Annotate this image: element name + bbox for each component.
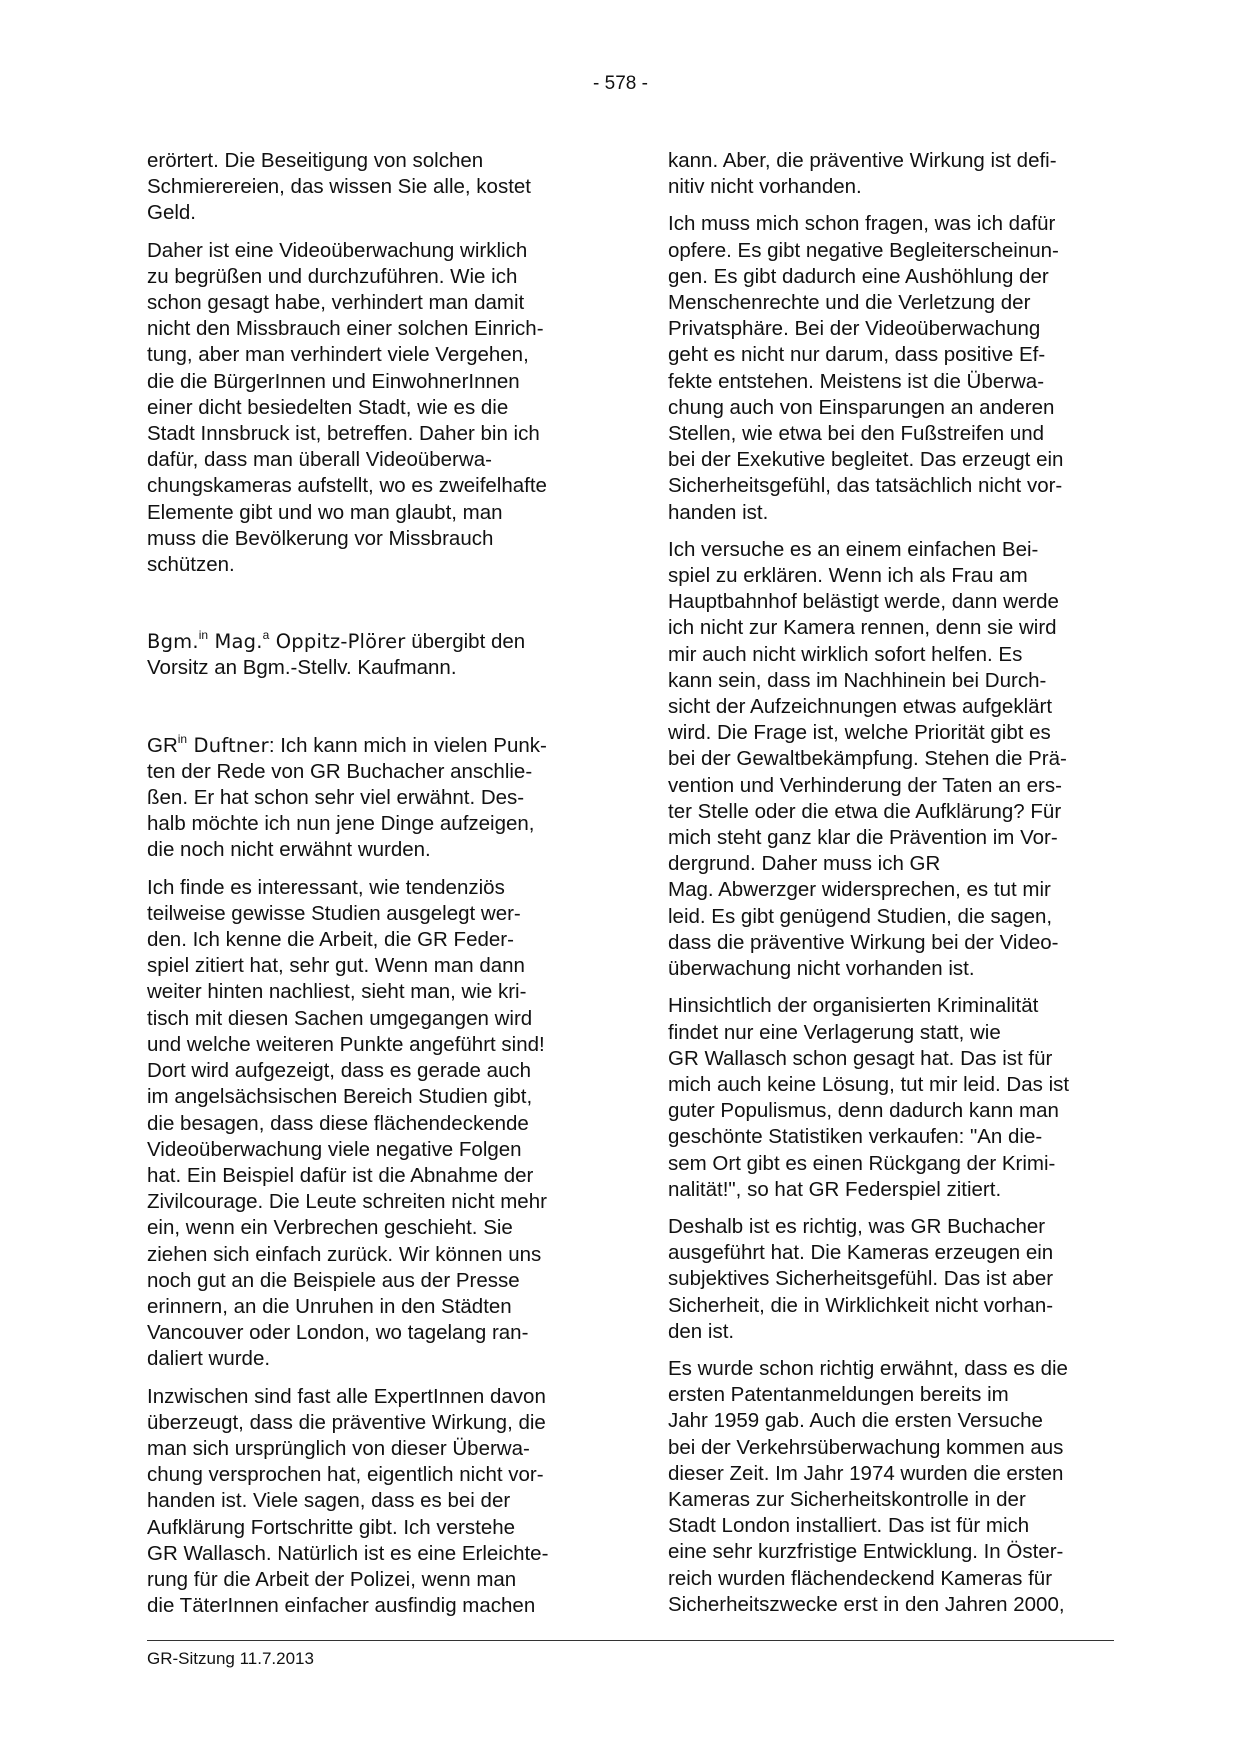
chair-title: Mag. xyxy=(208,630,263,654)
footer-divider xyxy=(147,1640,1114,1641)
speaker-title-sup: in xyxy=(177,731,188,746)
right-column xyxy=(668,148,1130,1629)
paragraph: Ich muss mich schon fragen, was ich dafür opfere. Es gibt negative Begleiterscheinun- gen. Es gibt dadurch eine Aushöhlung der Menschenrechte und die Verletzung der Privatsphäre. Bei der Videoüberwachung geht es nicht nur darum, dass positive Ef- fekte entstehen. Meistens ist die Überwa- chung auch von Einsparungen an anderen Stellen, wie etwa bei den Fußstreifen und bei der Exekutive begleitet. Das erzeugt ein Sicherheitsgefühl, das tatsächlich nicht vor- handen ist. xyxy=(668,212,1064,524)
chair-name: Oppitz-Plörer xyxy=(269,630,406,654)
speaker-intro xyxy=(147,726,607,759)
chair-note-text: Vorsitz an Bgm.-Stellv. Kaufmann. xyxy=(147,656,457,680)
paragraph: Deshalb ist es richtig, was GR Buchacher ausgeführt hat. Die Kameras erzeugen ein subjektives Sicherheitsgefühl. Das ist aber Sicherheit, die in Wirklichkeit nicht vorhan- den ist. xyxy=(668,1214,1054,1343)
paragraph: Hinsichtlich der organisierten Kriminalität findet nur eine Verlagerung statt, wie GR Wallasch schon gesagt hat. Das ist für mich auch keine Lösung, tut mir leid. Das ist guter Populismus, denn dadurch kann man geschönte Statistiken verkaufen: "An die- sem Ort gibt es einen Rückgang der Krimi- nalität!", so hat GR Federspiel zitiert. xyxy=(668,994,1070,1201)
paragraph: Ich versuche es an einem einfachen Bei- spiel zu erklären. Wenn ich als Frau am Hauptbahnhof belästigt werde, dann werde ich nicht zur Kamera rennen, denn sie wird mir auch nicht wirklich sofort helfen. Es kann sein, dass im Nachhinein bei Durch- sicht der Aufzeichnungen etwas aufgeklärt wird. Die Frage ist, welche Priorität gibt es bei der Gewaltbekämpfung. Stehen die Prä- vention und Verhinderung der Taten an ers- ter Stelle oder die etwa die Aufklärung? Für mich steht ganz klar die Prävention im Vor- dergrund. Daher muss ich GR Mag. Abwerzger widersprechen, es tut mir leid. Es gibt genügend Studien, die sagen, dass die präventive Wirkung bei der Video- überwachung nicht vorhanden ist. xyxy=(668,537,1067,981)
paragraph: ten der Rede von GR Buchacher anschlie- ßen. Er hat schon sehr viel erwähnt. Des- halb möchte ich nun jene Dinge aufzeigen, die noch nicht erwähnt wurden. xyxy=(147,759,535,862)
paragraph: kann. Aber, die präventive Wirkung ist defi- nitiv nicht vorhanden. xyxy=(668,149,1057,199)
chair-note-text: übergibt den xyxy=(405,630,526,654)
speaker-title: GR xyxy=(147,733,178,757)
speaker-name: Duftner xyxy=(187,733,269,757)
paragraph: Daher ist eine Videoüberwachung wirklich zu begrüßen und durchzuführen. Wie ich schon gesagt habe, verhindert man damit nicht den Missbrauch einer solchen Einrich- tung, aber man verhindert viele Vergehen, die die BürgerInnen und EinwohnerInnen einer dicht besiedelten Stadt, wie es die Stadt Innsbruck ist, betreffen. Daher bin ich dafür, dass man überall Videoüberwa- chungskameras aufstellt, wo es zweifelhafte Elemente gibt und wo man glaubt, man muss die Bevölkerung vor Missbrauch schützen. xyxy=(147,238,547,577)
page-number: - 578 - xyxy=(593,73,648,94)
chair-title: Bgm. xyxy=(147,630,199,654)
chair-title-sup: a xyxy=(262,628,270,643)
speaker-intro-text: : Ich kann mich in vielen Punk- xyxy=(268,733,547,757)
paragraph: Inzwischen sind fast alle ExpertInnen davon überzeugt, dass die präventive Wirkung, die man sich ursprünglich von dieser Überwa- chung versprochen hat, eigentlich nicht vor- handen ist. Viele sagen, dass es bei der Aufklärung Fortschritte gibt. Ich verstehe GR Wallasch. Natürlich ist es eine Erleichte- rung für die Arbeit der Polizei, wenn man die TäterInnen einfacher ausfindig machen xyxy=(147,1384,549,1618)
paragraph: erörtert. Die Beseitigung von solchen Schmierereien, das wissen Sie alle, kostet Geld. xyxy=(147,149,531,225)
chair-change-note xyxy=(147,622,607,681)
paragraph: Es wurde schon richtig erwähnt, dass es die ersten Patentanmeldungen bereits im Jahr 1959 gab. Auch die ersten Versuche bei der Verkehrsüberwachung kommen aus dieser Zeit. Im Jahr 1974 wurden die ersten Kameras zur Sicherheitskontrolle in der Stadt London installiert. Das ist für mich eine sehr kurzfristige Entwicklung. In Öster- reich wurden flächendeckend Kameras für Sicherheitszwecke erst in den Jahren 2000, xyxy=(668,1356,1068,1616)
paragraph: Ich finde es interessant, wie tendenziös teilweise gewisse Studien ausgelegt wer- den. Ich kenne die Arbeit, die GR Feder- spiel zitiert hat, sehr gut. Wenn man dann weiter hinten nachliest, sieht man, wie kri- tisch mit diesen Sachen umgegangen wird und welche weiteren Punkte angeführt sind! Dort wird aufgezeigt, dass es gerade auch im angelsächsischen Bereich Studien gibt, die besagen, dass diese flächendeckende Videoüberwachung viele negative Folgen hat. Ein Beispiel dafür ist die Abnahme der Zivilcourage. Die Leute schreiten nicht mehr ein, wenn ein Verbrechen geschieht. Sie ziehen sich einfach zurück. Wir können uns noch gut an die Beispiele aus der Presse erinnern, an die Unruhen in den Städten Vancouver oder London, wo tagelang ran- daliert wurde. xyxy=(147,875,547,1371)
chair-title-sup: in xyxy=(198,628,209,643)
left-column xyxy=(147,148,607,1630)
footer-session-date: GR-Sitzung 11.7.2013 xyxy=(147,1649,314,1668)
